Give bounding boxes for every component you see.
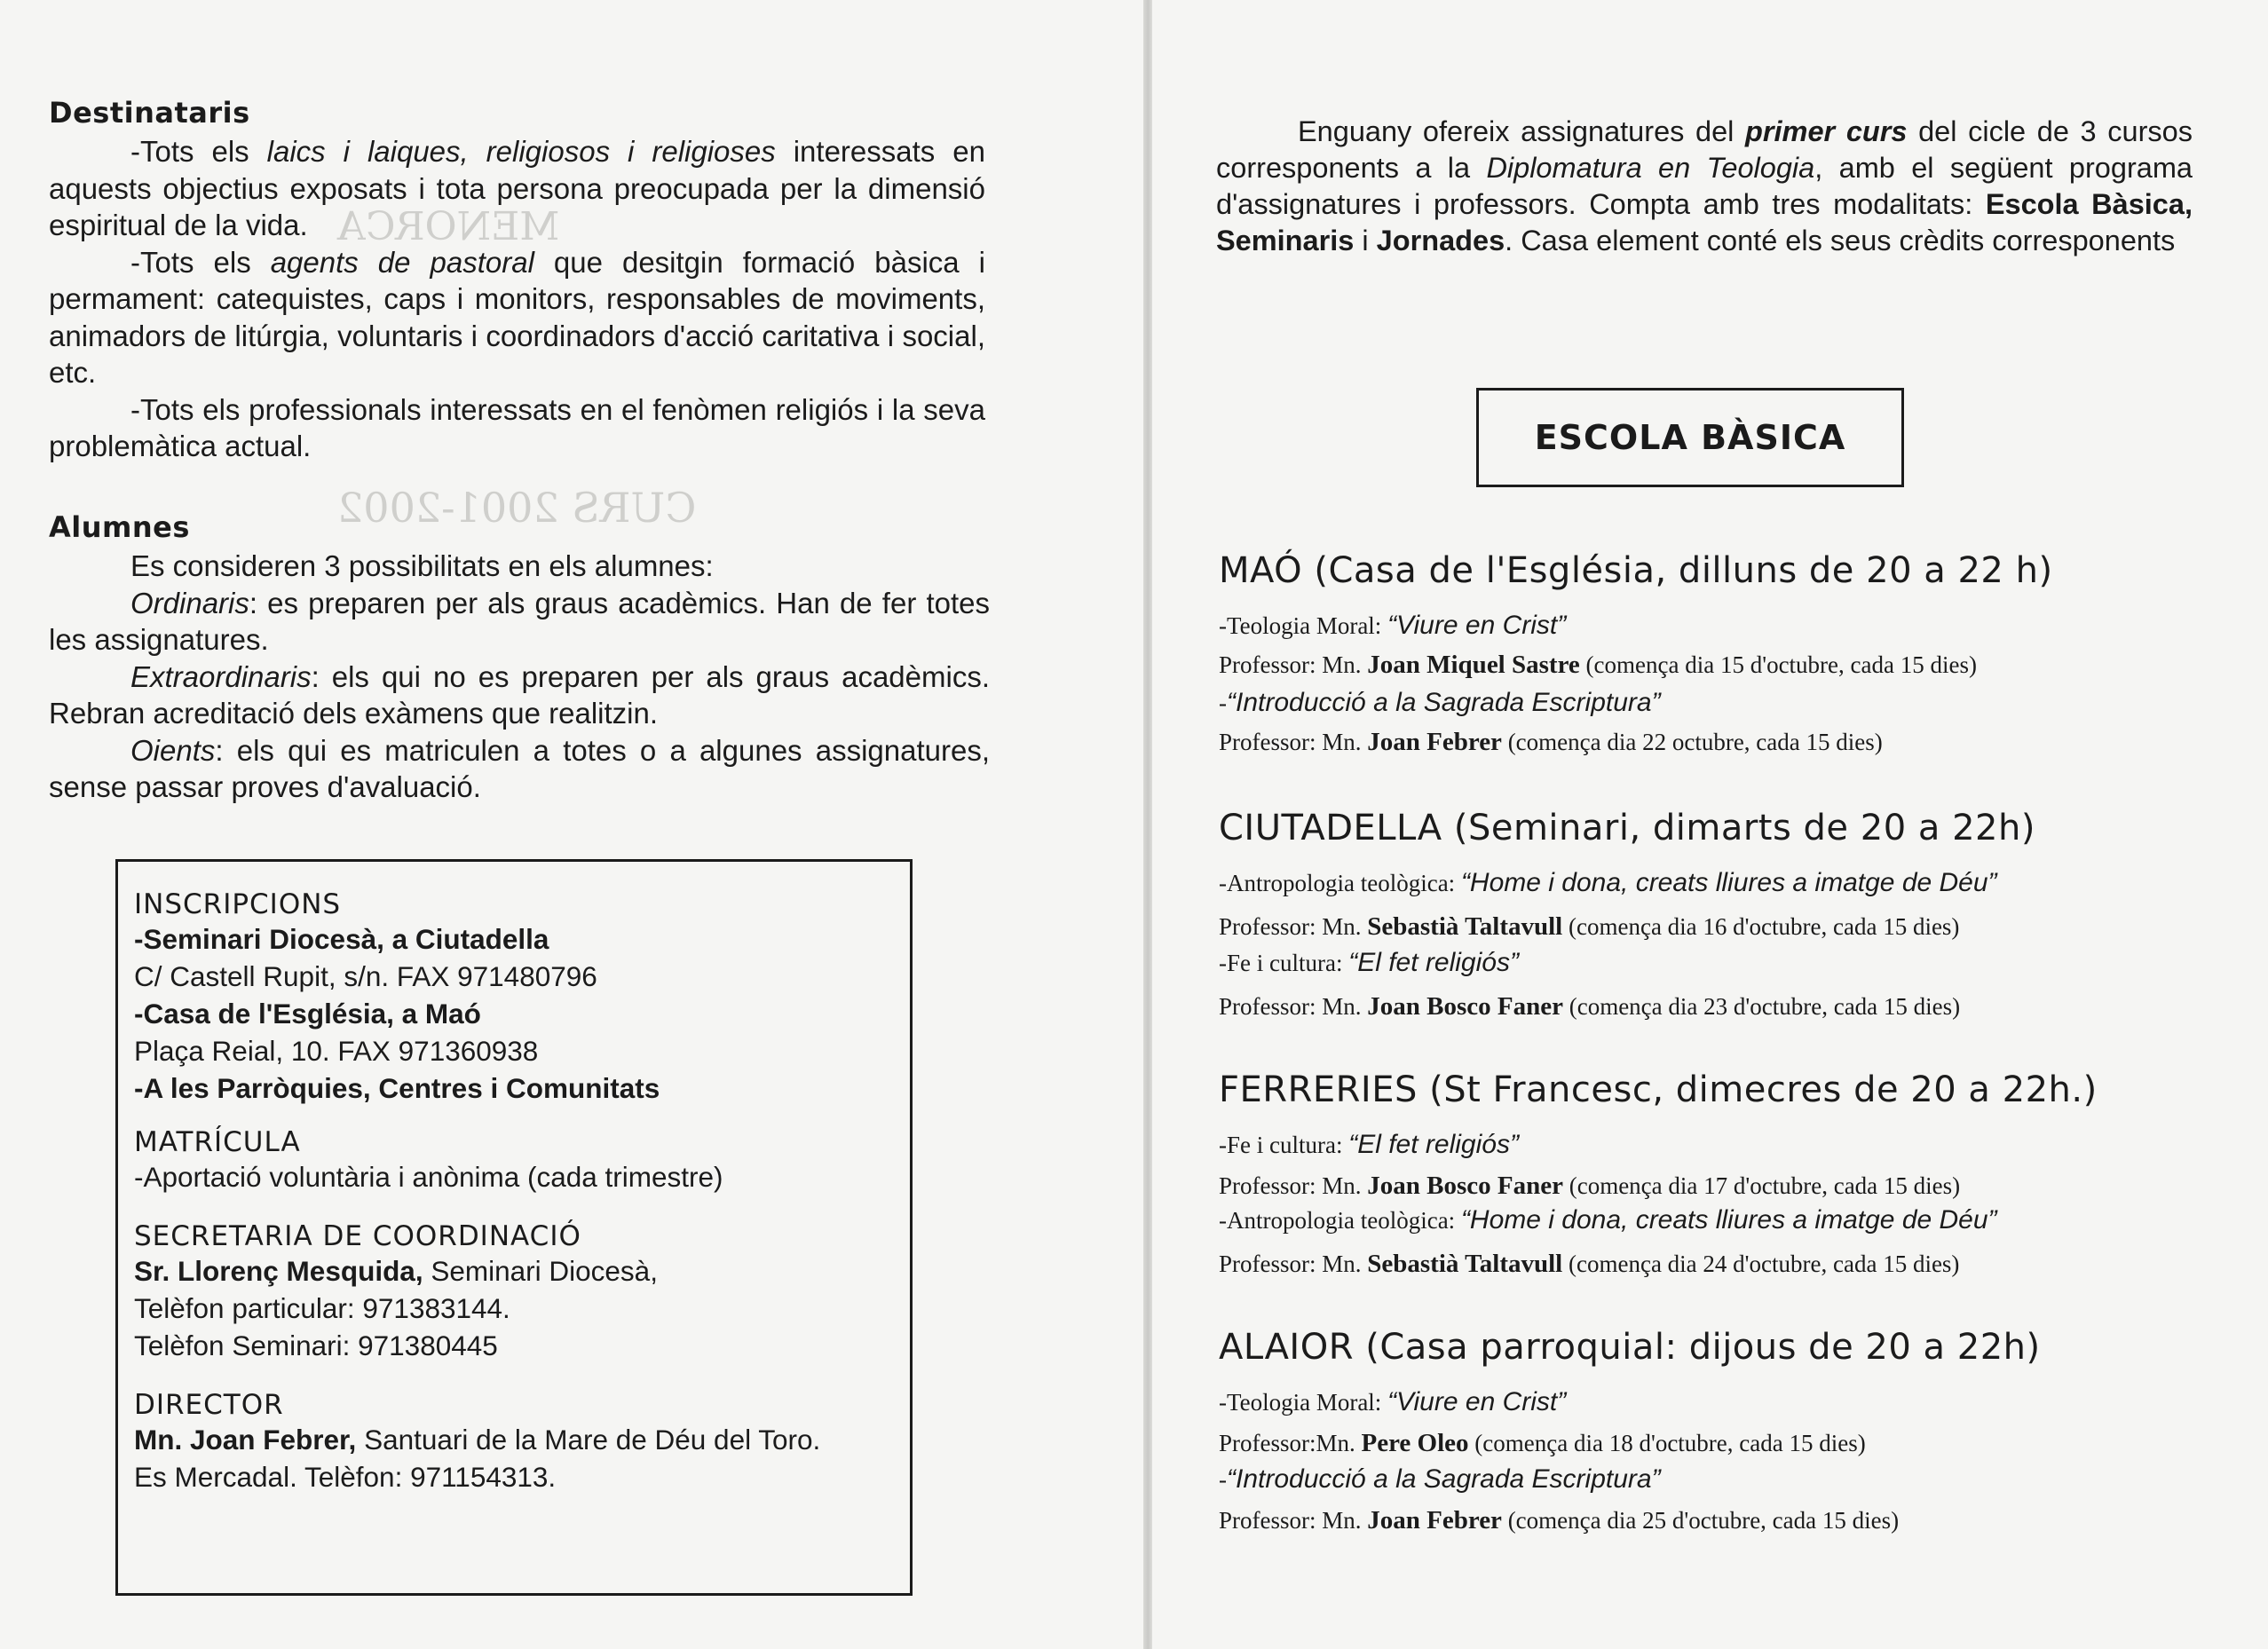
secretaria-block [134,1220,897,1364]
subject-line [1219,1130,1519,1160]
destinataris-paragraph-laics [49,133,985,244]
text: -Tots els [130,245,271,279]
text: -Antropologia teològica: [1219,1207,1461,1234]
text: i [1354,225,1377,256]
bleed-through-text: CURS 2001-2002 [337,484,697,532]
text-bold: Pere Oleo [1361,1429,1469,1457]
text: (comença dia 16 d'octubre, cada 15 dies) [1562,913,1960,940]
director-name-line [134,1421,897,1458]
text-italic: “Home i dona, creats lliures a imatge de Déu” [1460,868,1997,897]
professor-line [1219,1429,1866,1458]
destinataris-heading: Destinataris [49,96,250,130]
text: . Casa element conté els seus crèdits corresponents [1505,225,2176,256]
professor-line [1219,651,1977,680]
inscripcions-seminari: -Seminari Diocesà, a Ciutadella [134,923,549,955]
alumnes-section [49,510,990,806]
alumnes-oients [49,732,990,806]
text: Professor: Mn. [1219,913,1368,940]
secretaria-name-line [134,1252,897,1290]
secretaria-heading: SECRETARIA DE COORDINACIÓ [134,1220,581,1252]
inscripcions-parroquies: -A les Parròquies, Centres i Comunitats [134,1072,660,1104]
text: (comença dia 17 d'octubre, cada 15 dies) [1562,1172,1961,1199]
professor-line [1219,912,1959,942]
text-bold: Joan Febrer [1367,728,1502,756]
text-italic: “El fet religiós” [1348,1130,1519,1159]
info-box [115,859,913,1596]
text: -Fe i cultura: [1219,1132,1349,1158]
text: : els qui no es preparen per als graus acadèmics. Rebran acreditació dels exàmens que realitzin. [49,659,990,730]
venue-ciutadella: CIUTADELLA (Seminari, dimarts de 20 a 22h) [1219,808,2035,848]
text: Professor: Mn. [1219,1507,1368,1534]
professor-line [1219,992,1960,1022]
text-italic: “Viure en Crist” [1387,1387,1567,1416]
text: que desitgin formació bàsica i permament: catequistes, caps i monitors, responsables de moviments, animadors de litúrgia, voluntaris i coordinadors d'acció caritativa i social, etc. [49,245,985,389]
text: -Fe i cultura: [1219,950,1349,976]
text-italic: “Viure en Crist” [1387,611,1567,640]
subject-line [1219,1205,1997,1235]
text-italic: “Introducció a la Sagrada Escriptura” [1227,1464,1661,1494]
text: : els qui es matriculen a totes o a algunes assignatures, sense passar proves d'avaluació. [49,733,990,803]
director-heading: DIRECTOR [134,1389,284,1421]
text-italic: Diplomatura en Teologia [1486,152,1815,184]
intro-paragraph [1216,114,2193,259]
subject-line [1219,948,1519,978]
text-bold: Joan Bosco Faner [1367,992,1563,1021]
text-bold: Escola Bàsica, Seminaris [1216,188,2193,256]
text: , amb el següent programa d'assignatures i professors. Compta amb tres modalitats: [1216,152,2193,220]
text-italic: laics i laiques, religiosos i religioses [266,135,776,168]
text: Professor:Mn. [1219,1430,1362,1456]
text-italic: “El fet religiós” [1348,948,1519,977]
text-bold-italic: primer curs [1745,115,1908,147]
text: (comença dia 25 d'octubre, cada 15 dies) [1501,1507,1900,1534]
alumnes-ordinaris [49,585,990,659]
subject-line [1219,611,1566,641]
text: Santuari de la Mare de Déu del Toro. [356,1424,821,1456]
venue-ferreries: FERRERIES (St Francesc, dimecres de 20 a 22h.) [1219,1069,2098,1110]
text: (comença dia 23 d'octubre, cada 15 dies) [1562,993,1961,1020]
text: -Teologia Moral: [1219,612,1388,639]
text: Professor: Mn. [1219,729,1368,755]
text-bold: Jornades [1376,225,1505,256]
subject-line [1219,688,1661,718]
director-block [134,1389,897,1495]
text-bold: Joan Miquel Sastre [1367,651,1580,679]
venue-mao: MAÓ (Casa de l'Església, dilluns de 20 a 22 h) [1219,550,2053,591]
destinataris-section [49,96,985,465]
text-italic: Extraordinaris [130,659,312,693]
destinataris-paragraph-professionals: -Tots els professionals interessats en el fenòmen religiós i la seva problemàtica actual. [49,392,985,462]
text-bold: Mn. Joan Febrer, [134,1424,357,1456]
inscripcions-casa: -Casa de l'Església, a Maó [134,998,481,1030]
escola-basica-title: ESCOLA BÀSICA [1534,418,1846,457]
matricula-block [134,1126,897,1195]
professor-line [1219,1250,1959,1279]
text: Professor: Mn. [1219,1172,1368,1199]
alumnes-extraordinaris [49,659,990,732]
text: (comença dia 18 d'octubre, cada 15 dies) [1468,1430,1866,1456]
intro-paragraph-wrap [1216,114,2193,259]
professor-line [1219,728,1883,757]
text: Enguany ofereix assignatures del [1298,115,1746,147]
inscripcions-casa-address: Plaça Reial, 10. FAX 971360938 [134,1035,539,1067]
destinataris-paragraph-agents [49,244,985,391]
info-box-content [134,888,897,1495]
text: (comença dia 15 d'octubre, cada 15 dies) [1579,651,1977,678]
text: : es preparen per als graus acadèmics. Han de fer totes les assignatures. [49,586,990,656]
bleed-through-text: MENORCA [337,204,560,249]
text-bold: Joan Bosco Faner [1367,1172,1563,1200]
text: Seminari Diocesà, [423,1255,658,1287]
right-page [1152,0,2268,1649]
text: Professor: Mn. [1219,993,1368,1020]
subject-line [1219,868,1997,898]
escola-basica-title-box [1476,388,1904,487]
text-italic: agents de pastoral [270,245,534,279]
text: -Teologia Moral: [1219,1389,1388,1416]
inscripcions-block [134,888,897,1107]
secretaria-phone-particular: Telèfon particular: 971383144. [134,1292,510,1324]
inscripcions-seminari-address: C/ Castell Rupit, s/n. FAX 971480796 [134,960,597,992]
text-italic: “Home i dona, creats lliures a imatge de Déu” [1460,1205,1997,1235]
text: interessats en aquests objectius exposats i tota persona preocupada per la dimensió espiritual de la vida. [49,135,985,241]
text: - [1219,690,1227,716]
text: del cicle de 3 cursos corresponents a la [1216,115,2193,184]
professor-line [1219,1172,1960,1201]
text: Professor: Mn. [1219,651,1368,678]
matricula-text: -Aportació voluntària i anònima (cada trimestre) [134,1161,723,1193]
matricula-heading: MATRÍCULA [134,1126,301,1158]
text-bold: Sebastià Taltavull [1367,1250,1563,1278]
text-italic: Oients [130,733,216,767]
subject-line [1219,1464,1661,1495]
text: -Tots els [130,135,267,168]
text: Professor: Mn. [1219,1251,1368,1277]
director-address: Es Mercadal. Telèfon: 971154313. [134,1461,557,1493]
subject-line [1219,1387,1566,1417]
alumnes-heading: Alumnes [49,510,190,544]
professor-line [1219,1506,1899,1535]
text-bold: Joan Febrer [1367,1506,1502,1535]
secretaria-phone-seminari: Telèfon Seminari: 971380445 [134,1329,498,1361]
text-italic: “Introducció a la Sagrada Escriptura” [1227,688,1661,717]
text-bold: Sr. Llorenç Mesquida, [134,1255,423,1287]
text: -Antropologia teològica: [1219,870,1461,896]
venue-alaior: ALAIOR (Casa parroquial: dijous de 20 a 22h) [1219,1327,2041,1368]
text: (comença dia 22 octubre, cada 15 dies) [1501,729,1883,755]
text: (comença dia 24 d'octubre, cada 15 dies) [1562,1251,1960,1277]
text-italic: Ordinaris [130,586,249,619]
alumnes-intro: Es consideren 3 possibilitats en els alumnes: [130,549,714,582]
inscripcions-heading: INSCRIPCIONS [134,888,342,920]
text-bold: Sebastià Taltavull [1367,912,1563,941]
text: - [1219,1466,1227,1493]
